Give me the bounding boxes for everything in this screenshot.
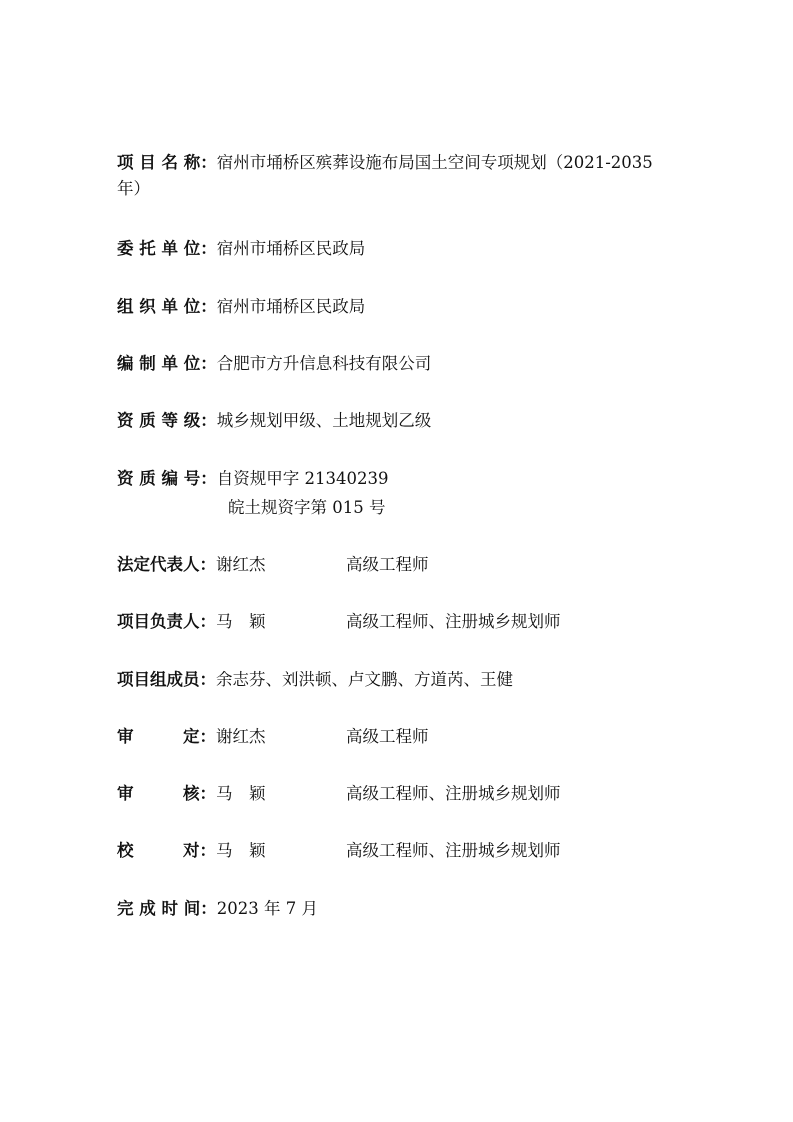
proofreader-title: 高级工程师、注册城乡规划师	[346, 841, 561, 860]
project-lead-name: 马 颖	[216, 612, 266, 631]
compiler-value: 合肥市方升信息科技有限公司	[216, 354, 432, 373]
compiler-row	[117, 351, 431, 377]
approver-name: 谢红杰	[216, 727, 266, 746]
proofreader-label: 校 对：	[117, 841, 216, 860]
qualification-grade-row	[117, 408, 431, 434]
compiler-label: 编 制 单 位：	[117, 354, 217, 373]
project-lead-row	[117, 609, 561, 635]
project-name-value-continued: 年）	[117, 179, 150, 198]
legal-rep-row	[117, 552, 429, 578]
completion-value: 2023 年 7 月	[216, 899, 318, 918]
qualification-grade-value: 城乡规划甲级、土地规划乙级	[216, 411, 432, 430]
client-row	[117, 236, 365, 262]
qualification-number-value-1: 自资规甲字 21340239	[216, 469, 389, 488]
project-name-label: 项 目 名 称：	[117, 153, 217, 172]
project-lead-label: 项目负责人：	[117, 612, 216, 631]
members-row	[117, 667, 513, 693]
project-name-row	[117, 150, 683, 202]
completion-row	[117, 896, 318, 922]
organizer-label: 组 织 单 位：	[117, 297, 217, 316]
organizer-row	[117, 294, 365, 320]
approver-label: 审 定：	[117, 727, 216, 746]
legal-rep-name: 谢红杰	[216, 555, 266, 574]
project-lead-title: 高级工程师、注册城乡规划师	[346, 612, 561, 631]
reviewer-row	[117, 781, 561, 807]
approver-row	[117, 724, 429, 750]
legal-rep-label: 法定代表人：	[117, 555, 216, 574]
qualification-number-value-2: 皖土规资字第 015 号	[228, 498, 386, 517]
reviewer-label: 审 核：	[117, 784, 216, 803]
members-label: 项目组成员：	[117, 670, 216, 689]
project-name-value: 宿州市埇桥区殡葬设施布局国土空间专项规划（2021-2035	[216, 153, 653, 172]
reviewer-title: 高级工程师、注册城乡规划师	[346, 784, 561, 803]
proofreader-row	[117, 838, 561, 864]
proofreader-name: 马 颖	[216, 841, 266, 860]
completion-label: 完 成 时 间：	[117, 899, 217, 918]
reviewer-name: 马 颖	[216, 784, 266, 803]
qualification-number-label: 资 质 编 号：	[117, 469, 217, 488]
legal-rep-title: 高级工程师	[346, 555, 429, 574]
members-value: 余志芬、刘洪顿、卢文鹏、方道芮、王健	[216, 670, 513, 689]
approver-title: 高级工程师	[346, 727, 429, 746]
organizer-value: 宿州市埇桥区民政局	[216, 297, 366, 316]
qualification-number-row	[117, 466, 388, 492]
client-value: 宿州市埇桥区民政局	[216, 239, 366, 258]
client-label: 委 托 单 位：	[117, 239, 217, 258]
qualification-grade-label: 资 质 等 级：	[117, 411, 217, 430]
